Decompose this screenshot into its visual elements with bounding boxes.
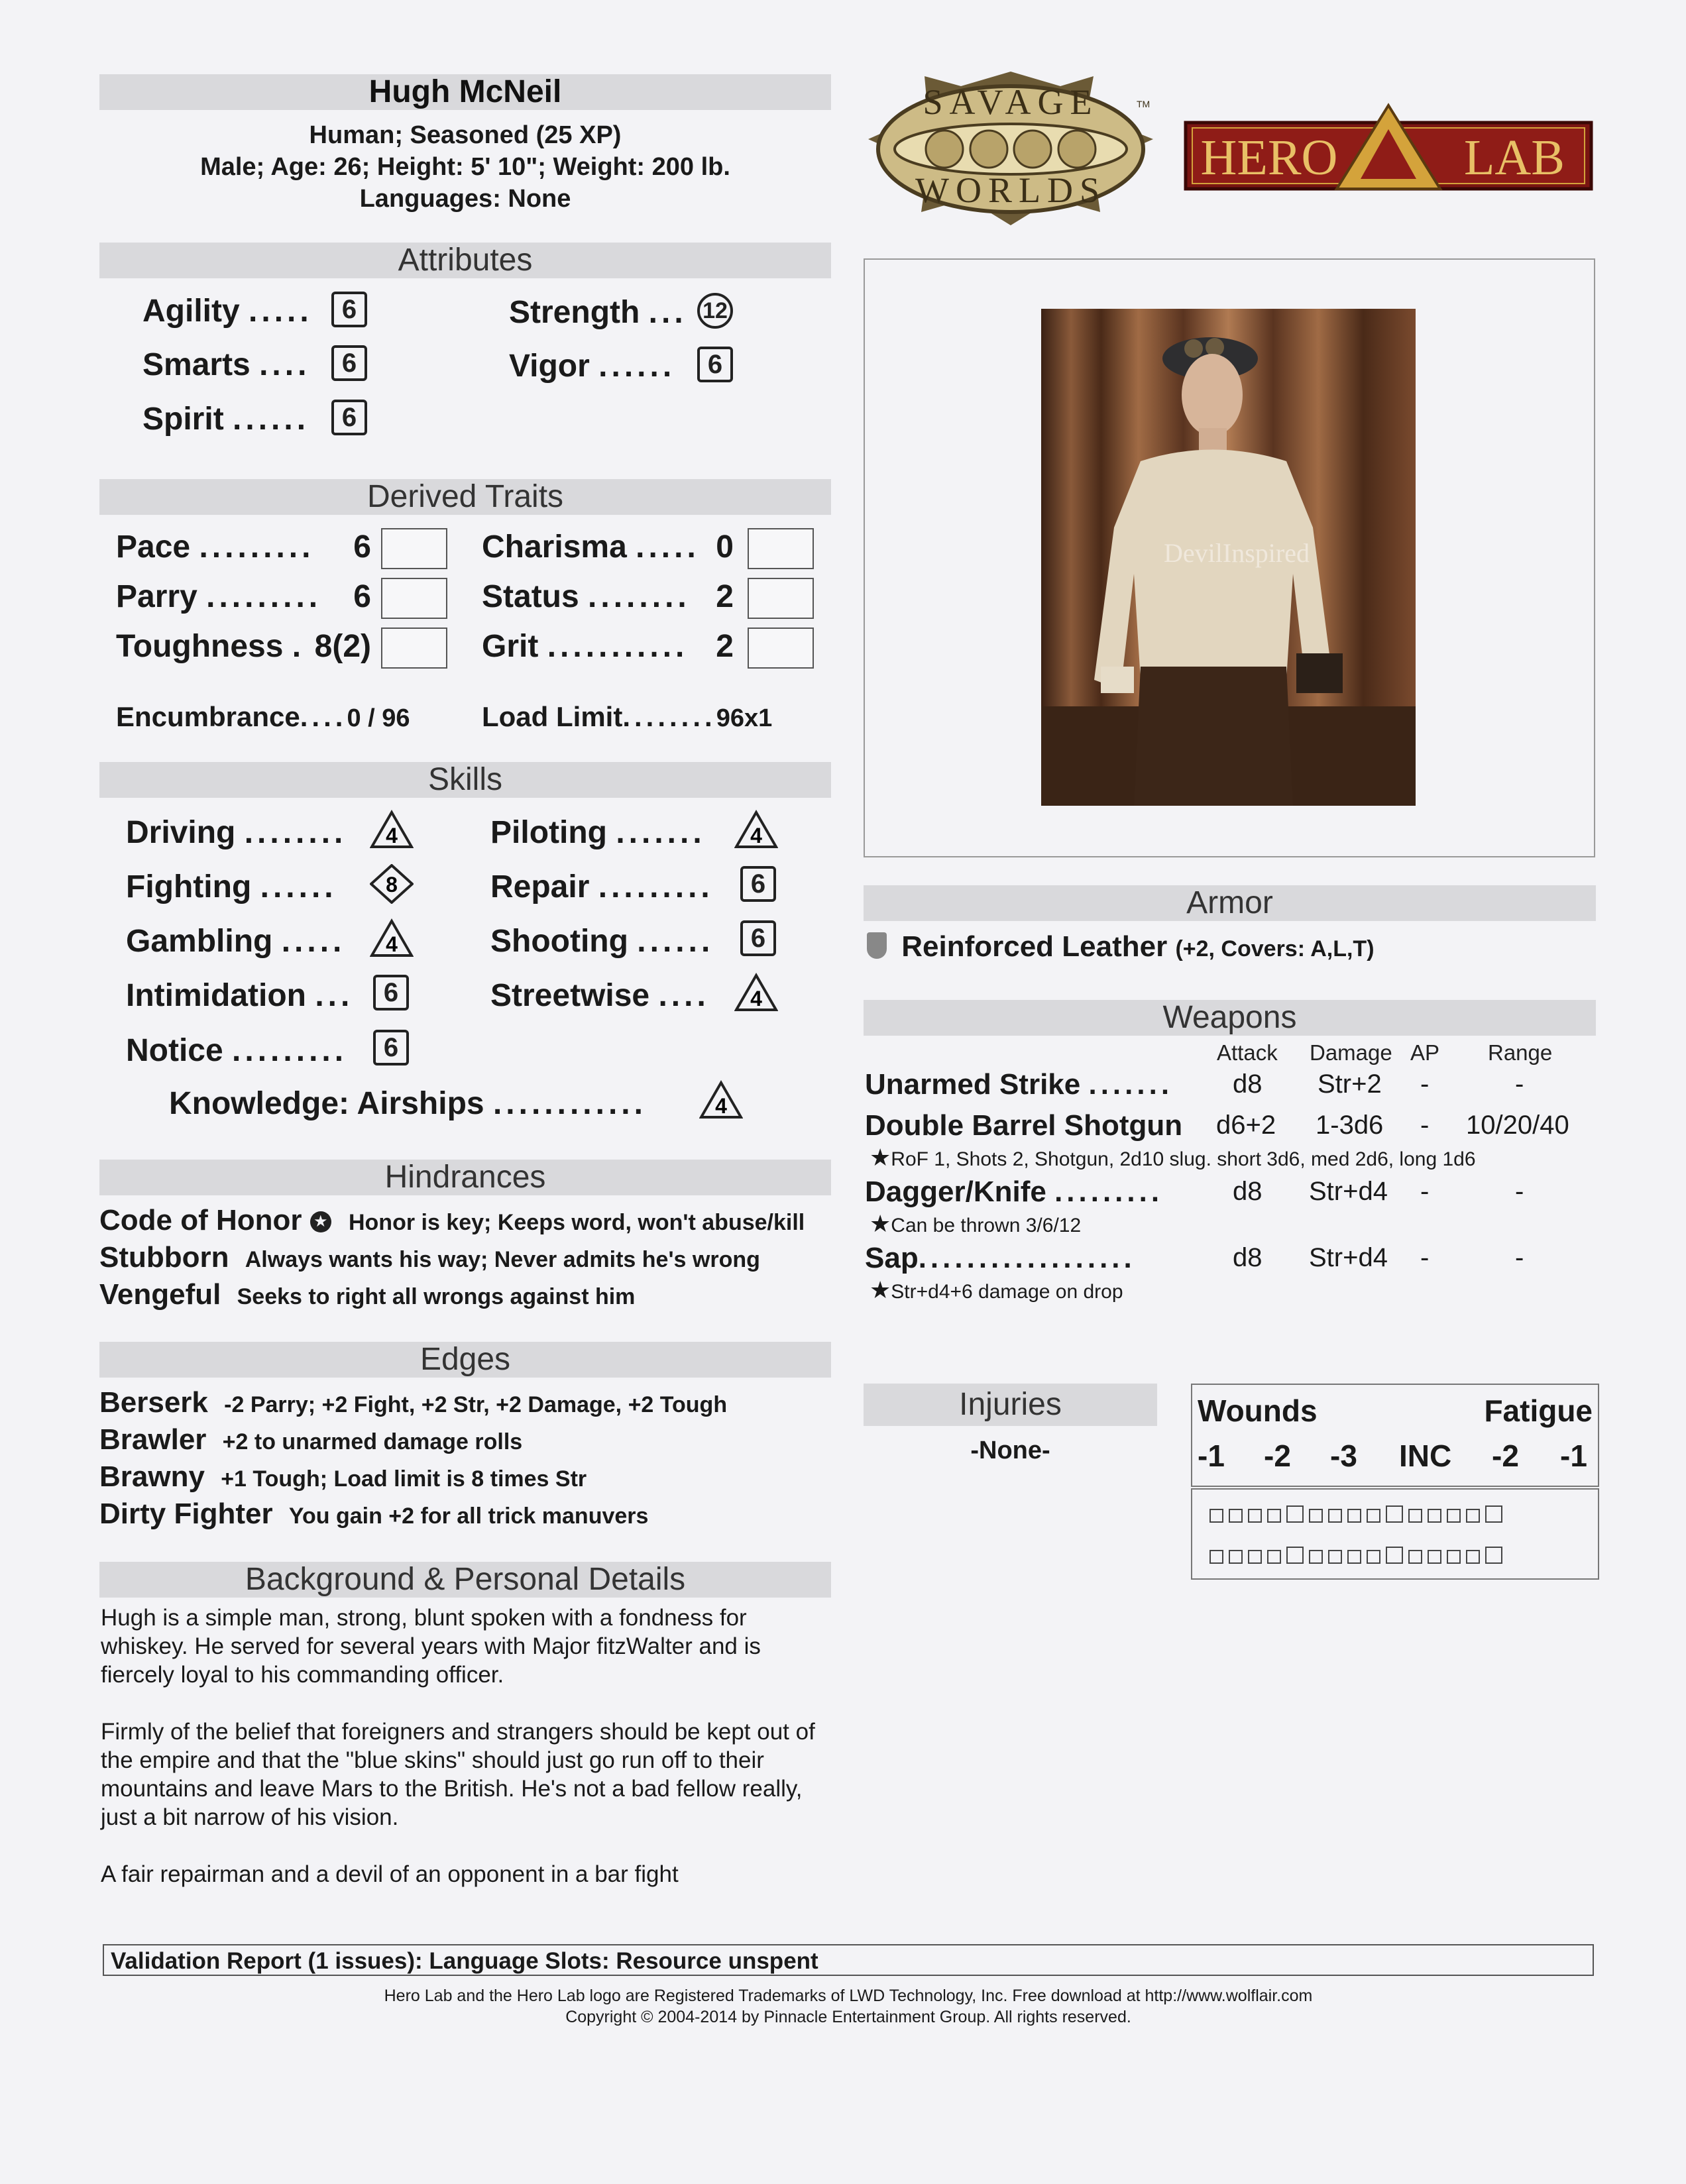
skill-gambling: Gambling ..... <box>126 924 346 959</box>
checkbox[interactable] <box>1347 1509 1361 1523</box>
smarts-die-icon: 6 <box>331 345 367 381</box>
checkbox[interactable] <box>1428 1509 1441 1523</box>
parry-entry-box[interactable] <box>381 578 447 619</box>
weapons-header-ap: AP <box>1410 1040 1440 1065</box>
shooting-d6-icon: 6 <box>740 920 776 956</box>
skills-bar <box>99 762 831 798</box>
checkbox[interactable] <box>1309 1550 1323 1564</box>
weapons-title: Weapons <box>1162 1000 1297 1035</box>
weapon-2-note: ★Can be thrown 3/6/12 <box>870 1210 1082 1237</box>
checkbox[interactable] <box>1408 1509 1422 1523</box>
checkbox[interactable] <box>1267 1550 1281 1564</box>
armor-title: Armor <box>1186 885 1273 920</box>
attr-smarts: Smarts .... <box>142 347 311 382</box>
derived-toughness: Toughness . 8(2) <box>116 629 371 664</box>
skill-intimidation: Intimidation ... <box>126 978 354 1013</box>
pace-entry-box[interactable] <box>381 528 447 569</box>
injuries-title: Injuries <box>959 1387 1062 1422</box>
weapon-double-barrel-shotgun: Double Barrel Shotgun <box>865 1109 1183 1142</box>
edge-dirty-fighter: Dirty Fighter You gain +2 for all trick manuvers <box>99 1498 649 1530</box>
agility-die-icon: 6 <box>331 292 367 327</box>
edges-title: Edges <box>420 1342 511 1377</box>
footer-trademark: Hero Lab and the Hero Lab logo are Registered Trademarks of LWD Technology, Inc. Free download at http://www.wolflair.com <box>384 1987 1313 2005</box>
attr-spirit: Spirit ...... <box>142 402 310 437</box>
repair-d6-icon: 6 <box>740 866 776 902</box>
checkbox[interactable] <box>1267 1509 1281 1523</box>
skill-streetwise: Streetwise .... <box>490 978 710 1013</box>
weapon-3-ap: - <box>1420 1243 1430 1272</box>
weapons-bar <box>864 1000 1596 1036</box>
weapon-1-attack: d6+2 <box>1216 1111 1276 1140</box>
weapons-header-damage: Damage <box>1310 1040 1392 1065</box>
derived-status: Status ........ 2 <box>482 579 734 614</box>
checkbox[interactable] <box>1309 1509 1323 1523</box>
fighting-d8-icon <box>370 864 414 904</box>
attributes-title: Attributes <box>398 243 533 278</box>
checkbox[interactable] <box>1367 1509 1380 1523</box>
checkbox[interactable] <box>1485 1505 1502 1523</box>
hero-lab-logo <box>1183 103 1594 199</box>
weapon-1-ap: - <box>1420 1111 1430 1140</box>
fatigue-level-2: -2 <box>1492 1439 1519 1473</box>
weapon-2-attack: d8 <box>1233 1177 1263 1206</box>
svg-text:4: 4 <box>386 824 398 847</box>
driving-d4-icon <box>370 810 414 849</box>
checkbox[interactable] <box>1209 1509 1223 1523</box>
skill-notice: Notice ......... <box>126 1033 348 1068</box>
major-hindrance-icon: ★ <box>310 1211 331 1232</box>
weapon-0-range: - <box>1515 1069 1524 1099</box>
weapon-3-range: - <box>1515 1243 1524 1272</box>
derived-grit: Grit ........... 2 <box>482 629 734 664</box>
background-paragraph-2: Firmly of the belief that foreigners and strangers should be kept out of the empire and that the "blue skins" should just go run off to their mountains and leave Mars to the British. He's not a bad fellow really, just a bit narrow of his vision. <box>101 1719 815 1830</box>
tm-mark: TM <box>1137 99 1151 109</box>
hindrances-bar <box>99 1160 831 1195</box>
weapon-1-range: 10/20/40 <box>1466 1111 1569 1140</box>
character-name-bar <box>99 74 831 110</box>
star-icon: ★ <box>870 1276 891 1303</box>
svg-text:4: 4 <box>386 932 398 956</box>
weapon-3-attack: d8 <box>1233 1243 1263 1272</box>
wound-level-2: -2 <box>1264 1439 1291 1473</box>
piloting-d4-icon <box>734 810 778 849</box>
weapon-2-damage: Str+d4 <box>1309 1177 1388 1206</box>
background-text <box>101 1604 816 1888</box>
derived-charisma: Charisma ..... 0 <box>482 529 734 565</box>
injuries-bar <box>864 1384 1157 1426</box>
attr-vigor: Vigor ...... <box>509 349 676 384</box>
derived-traits-bar <box>99 479 831 515</box>
armor-item: Reinforced Leather (+2, Covers: A,L,T) <box>867 930 1375 963</box>
character-name: Hugh McNeil <box>368 74 562 109</box>
intimidation-d6-icon: 6 <box>373 975 409 1010</box>
checkbox[interactable] <box>1386 1547 1403 1564</box>
character-race-rank: Human; Seasoned (25 XP) <box>309 121 622 149</box>
edges-bar <box>99 1342 831 1378</box>
checkbox[interactable] <box>1328 1550 1342 1564</box>
background-bar <box>99 1562 831 1598</box>
weapon-0-damage: Str+2 <box>1318 1069 1382 1099</box>
checkbox[interactable] <box>1466 1509 1480 1523</box>
skill-repair: Repair ......... <box>490 869 714 904</box>
checkbox[interactable] <box>1386 1505 1403 1523</box>
weapon-dagger-knife: Dagger/Knife ......... <box>865 1175 1164 1208</box>
weapon-0-attack: d8 <box>1233 1069 1263 1099</box>
notice-d6-icon: 6 <box>373 1030 409 1065</box>
checkbox[interactable] <box>1347 1550 1361 1564</box>
fatigue-level-1: -1 <box>1560 1439 1587 1473</box>
skill-shooting: Shooting ...... <box>490 924 714 959</box>
shield-icon <box>867 932 887 959</box>
star-icon: ★ <box>870 1210 891 1237</box>
knowledge-d4-icon <box>699 1080 743 1120</box>
tracking-checkbox-panel <box>1191 1488 1599 1580</box>
weapon-1-damage: 1-3d6 <box>1316 1111 1384 1140</box>
load-limit: Load Limit........96x1 <box>482 701 773 732</box>
checkbox-row-2[interactable] <box>1209 1547 1508 1567</box>
status-entry-box[interactable] <box>748 578 814 619</box>
checkbox[interactable] <box>1248 1509 1262 1523</box>
attributes-bar <box>99 243 831 278</box>
weapon-3-damage: Str+d4 <box>1309 1243 1388 1272</box>
checkbox-row-1[interactable] <box>1209 1505 1508 1526</box>
wound-level-inc: INC <box>1399 1439 1452 1473</box>
character-details <box>99 119 831 215</box>
armor-bar <box>864 885 1596 921</box>
portrait-watermark: DevilInspired <box>1164 538 1310 568</box>
checkbox[interactable] <box>1286 1547 1304 1564</box>
checkbox[interactable] <box>1466 1550 1480 1564</box>
edge-brawler: Brawler +2 to unarmed damage rolls <box>99 1423 523 1456</box>
checkbox[interactable] <box>1328 1509 1342 1523</box>
weapon-2-ap: - <box>1420 1177 1430 1206</box>
validation-report: Validation Report (1 issues): Language Slots: Resource unspent <box>103 1944 1594 1976</box>
strength-die-icon: 12 <box>697 293 733 329</box>
weapon-1-note: ★RoF 1, Shots 2, Shotgun, 2d10 slug. short 3d6, med 2d6, long 1d6 <box>870 1144 1476 1171</box>
hero-text: HERO <box>1200 130 1338 186</box>
edge-berserk: Berserk -2 Parry; +2 Fight, +2 Str, +2 Damage, +2 Tough <box>99 1386 728 1419</box>
encumbrance: Encumbrance....0 / 96 <box>116 701 410 732</box>
checkbox[interactable] <box>1408 1550 1422 1564</box>
wound-level-3: -3 <box>1330 1439 1357 1473</box>
weapon-0-ap: - <box>1420 1069 1430 1099</box>
checkbox[interactable] <box>1447 1550 1461 1564</box>
svg-text:4: 4 <box>715 1094 727 1118</box>
hindrance-code-of-honor: Code of Honor ★ Honor is key; Keeps word, won't abuse/kill <box>99 1204 805 1236</box>
wounds-label: Wounds <box>1198 1393 1318 1428</box>
checkbox[interactable] <box>1447 1509 1461 1523</box>
gambling-d4-icon <box>370 918 414 958</box>
edge-brawny: Brawny +1 Tough; Load limit is 8 times Str <box>99 1460 587 1493</box>
wounds-fatigue-panel <box>1191 1384 1599 1487</box>
checkbox[interactable] <box>1286 1505 1304 1523</box>
attr-agility: Agility ..... <box>142 294 313 329</box>
weapon-2-range: - <box>1515 1177 1524 1206</box>
savage-text: SAVAGE <box>923 82 1099 122</box>
skill-driving: Driving ........ <box>126 815 347 850</box>
weapons-header-attack: Attack <box>1217 1040 1278 1065</box>
background-paragraph-1: Hugh is a simple man, strong, blunt spoken with a fondness for whiskey. He served for several years with Major fitzWalter and is fiercely loyal to his commanding officer. <box>101 1605 761 1688</box>
derived-traits-title: Derived Traits <box>366 479 564 514</box>
lab-text: LAB <box>1464 130 1565 186</box>
background-title: Background & Personal Details <box>245 1562 686 1597</box>
attr-strength: Strength ... <box>509 295 687 330</box>
grit-entry-box[interactable] <box>748 628 814 669</box>
portrait-image <box>1041 309 1416 806</box>
charisma-entry-box[interactable] <box>748 528 814 569</box>
footer-copyright: Copyright © 2004-2014 by Pinnacle Entertainment Group. All rights reserved. <box>565 2008 1131 2026</box>
background-paragraph-3: A fair repairman and a devil of an opponent in a bar fight <box>101 1861 679 1887</box>
hindrances-title: Hindrances <box>384 1160 546 1195</box>
skills-title: Skills <box>427 762 502 797</box>
savage-worlds-logo <box>862 66 1160 232</box>
svg-text:4: 4 <box>750 987 762 1010</box>
weapon-3-note: ★Str+d4+6 damage on drop <box>870 1276 1123 1303</box>
spirit-die-icon: 6 <box>331 400 367 435</box>
fatigue-label: Fatigue <box>1484 1393 1593 1428</box>
vigor-die-icon: 6 <box>697 347 733 382</box>
checkbox[interactable] <box>1367 1550 1380 1564</box>
checkbox[interactable] <box>1248 1550 1262 1564</box>
derived-parry: Parry ......... 6 <box>116 579 371 614</box>
hindrance-vengeful: Vengeful Seeks to right all wrongs against him <box>99 1278 636 1311</box>
character-physical: Male; Age: 26; Height: 5' 10"; Weight: 200 lb. <box>200 153 730 181</box>
wound-level-1: -1 <box>1198 1439 1225 1473</box>
hindrance-stubborn: Stubborn Always wants his way; Never admits he's wrong <box>99 1241 760 1274</box>
svg-text:4: 4 <box>750 824 762 847</box>
checkbox[interactable] <box>1428 1550 1441 1564</box>
weapon-sap: Sap.................. <box>865 1242 1136 1274</box>
toughness-entry-box[interactable] <box>381 628 447 669</box>
skill-knowledge-airships: Knowledge: Airships ............ <box>169 1086 647 1121</box>
streetwise-d4-icon <box>734 973 778 1012</box>
derived-pace: Pace ......... 6 <box>116 529 371 565</box>
checkbox[interactable] <box>1229 1550 1243 1564</box>
checkbox[interactable] <box>1209 1550 1223 1564</box>
worlds-text-main: WORLDS <box>915 170 1106 210</box>
weapon-unarmed-strike: Unarmed Strike ....... <box>865 1068 1174 1101</box>
character-languages: Languages: None <box>359 185 571 213</box>
checkbox[interactable] <box>1229 1509 1243 1523</box>
star-icon: ★ <box>870 1144 891 1171</box>
svg-text:8: 8 <box>386 873 398 897</box>
weapons-header-range: Range <box>1488 1040 1553 1065</box>
checkbox[interactable] <box>1485 1547 1502 1564</box>
injuries-value: -None- <box>970 1437 1050 1464</box>
skill-fighting: Fighting ...... <box>126 869 337 904</box>
skill-piloting: Piloting ....... <box>490 815 706 850</box>
